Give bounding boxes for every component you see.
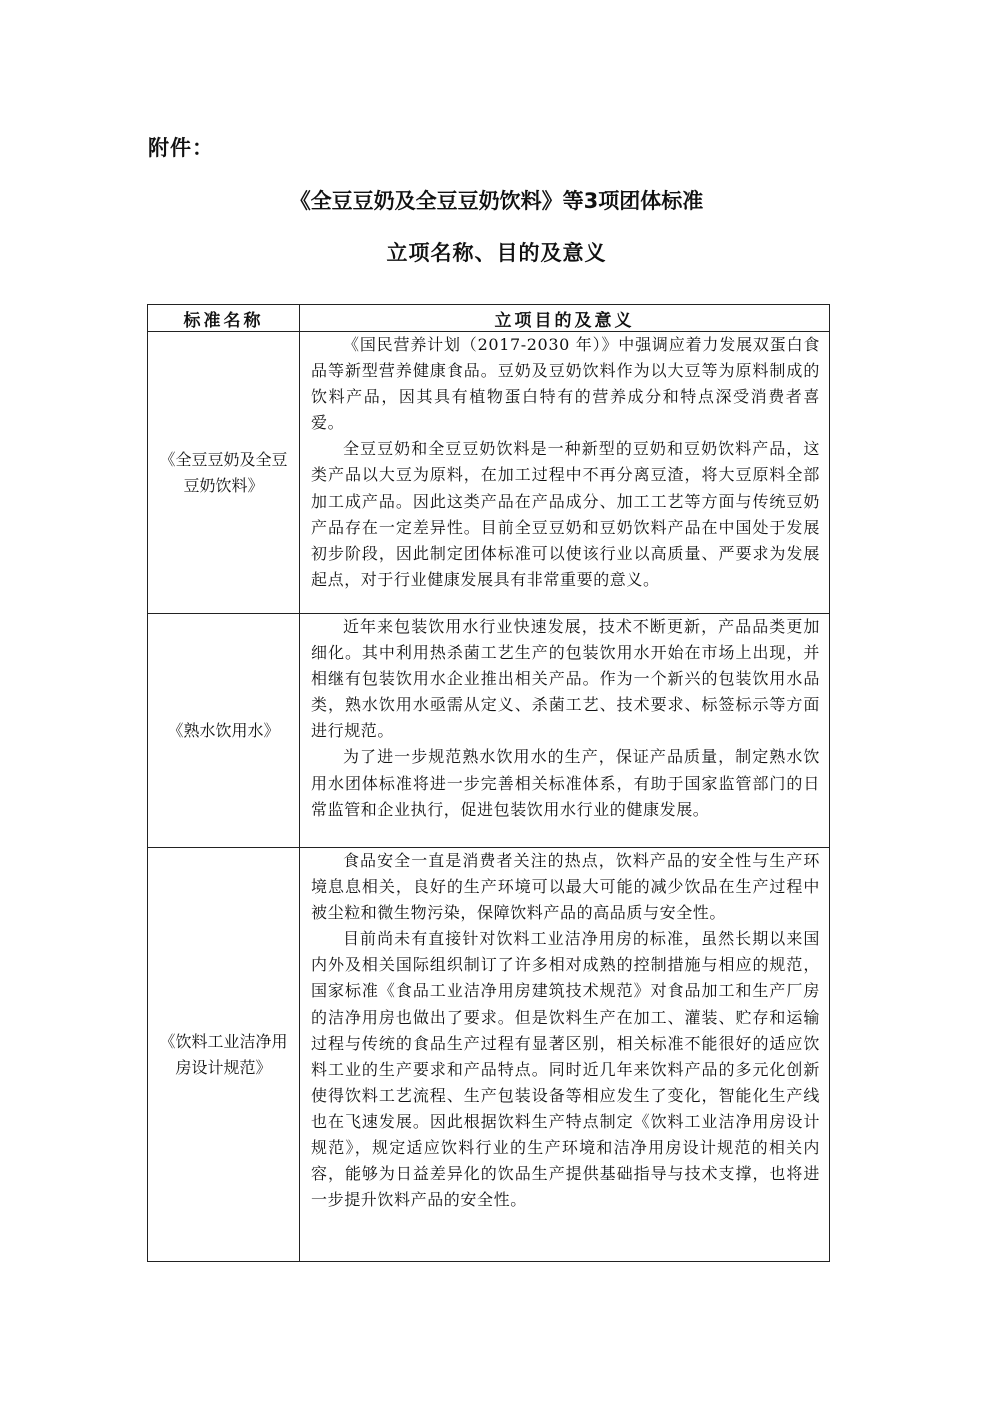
purpose-cell: [300, 614, 830, 848]
header-standard-name: 标准名称: [148, 305, 300, 332]
purpose-paragraph: 《国民营养计划（2017-2030 年）》中强调应着力发展双蛋白食品等新型营养健康食品。豆奶及豆奶饮料作为以大豆等为原料制成的饮料产品，因其具有植物蛋白特有的营养成分和特点深受消费者喜爱。: [311, 335, 820, 433]
standard-name-cell: 《熟水饮用水》: [148, 614, 300, 848]
purpose-paragraph: 为了进一步规范熟水饮用水的生产，保证产品质量，制定熟水饮用水团体标准将进一步完善相关标准体系，有助于国家监管部门的日常监管和企业执行，促进包装饮用水行业的健康发展。: [311, 747, 820, 819]
table-row: [148, 848, 830, 1262]
standards-table: [147, 304, 830, 1262]
document-title: 《全豆豆奶及全豆豆奶饮料》等3项团体标准: [289, 189, 704, 213]
table-row: [148, 614, 830, 848]
standard-name-cell: 《饮料工业洁净用房设计规范》: [148, 848, 300, 1262]
attachment-label: 附件：: [148, 136, 214, 160]
table-header-row: [148, 305, 830, 332]
document-subtitle: 立项名称、目的及意义: [386, 241, 607, 265]
purpose-cell: [300, 332, 830, 614]
header-purpose: 立项目的及意义: [300, 305, 830, 332]
standard-name-cell: 《全豆豆奶及全豆豆奶饮料》: [148, 332, 300, 614]
purpose-paragraph: 食品安全一直是消费者关注的热点，饮料产品的安全性与生产环境息息相关，良好的生产环境可以最大可能的减少饮品在生产过程中被尘粒和微生物污染，保障饮料产品的高品质与安全性。: [311, 851, 820, 923]
purpose-paragraph: 近年来包装饮用水行业快速发展，技术不断更新，产品品类更加细化。其中利用热杀菌工艺生产的包装饮用水开始在市场上出现，并相继有包装饮用水企业推出相关产品。作为一个新兴的包装饮用水品类，熟水饮用水亟需从定义、杀菌工艺、技术要求、标签标示等方面进行规范。: [311, 617, 820, 741]
purpose-paragraph: 目前尚未有直接针对饮料工业洁净用房的标准，虽然长期以来国内外及相关国际组织制订了许多相对成熟的控制措施与相应的规范，国家标准《食品工业洁净用房建筑技术规范》对食品加工和生产厂房的洁净用房也做出了要求。但是饮料生产在加工、灌装、贮存和运输过程与传统的食品生产过程有显著区别，相关标准不能很好的适应饮料工业的生产要求和产品特点。同时近几年来饮料产品的多元化创新使得饮料工艺流程、生产包装设备等相应发生了变化，智能化生产线也在飞速发展。因此根据饮料生产特点制定《饮料工业洁净用房设计规范》，规定适应饮料行业的生产环境和洁净用房设计规范的相关内容，能够为日益差异化的饮品生产提供基础指导与技术支撑，也将进一步提升饮料产品的安全性。: [311, 929, 820, 1210]
purpose-cell: [300, 848, 830, 1262]
table-row: [148, 332, 830, 614]
purpose-paragraph: 全豆豆奶和全豆豆奶饮料是一种新型的豆奶和豆奶饮料产品，这类产品以大豆为原料，在加工过程中不再分离豆渣，将大豆原料全部加工成产品。因此这类产品在产品成分、加工工艺等方面与传统豆奶产品存在一定差异性。目前全豆豆奶和豆奶饮料产品在中国处于发展初步阶段，因此制定团体标准可以使该行业以高质量、严要求为发展起点，对于行业健康发展具有非常重要的意义。: [311, 439, 820, 589]
